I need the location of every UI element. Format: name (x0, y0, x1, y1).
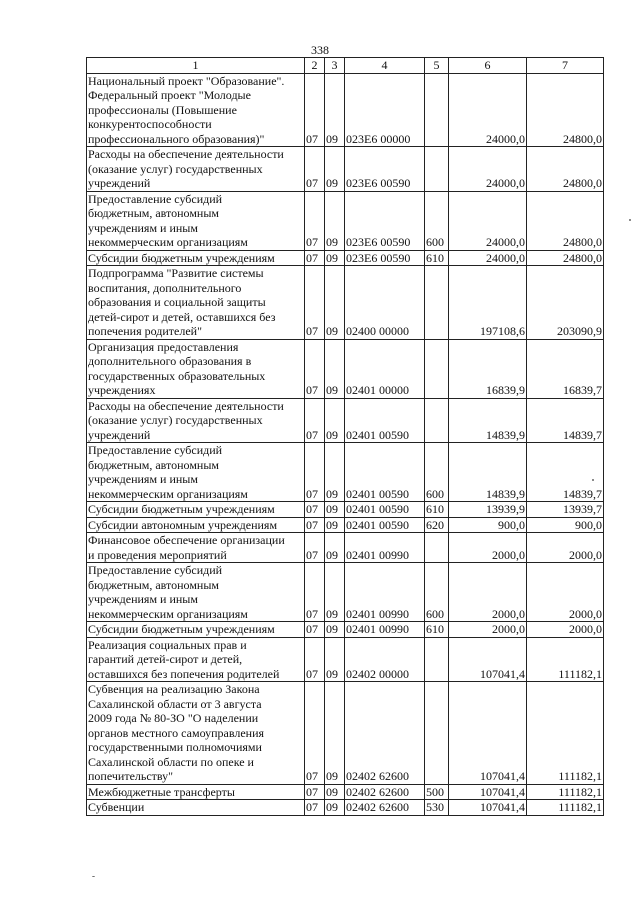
row-target-article: 02401 00590 (345, 502, 425, 518)
row-amount-year-1: 13939,9 (449, 502, 527, 518)
row-name: Субвенции (87, 800, 305, 816)
row-amount-year-2: 16839,7 (527, 339, 604, 398)
row-expense-type (425, 147, 449, 192)
header-row (87, 58, 604, 74)
row-name: Субсидии бюджетным учреждениям (87, 250, 305, 266)
row-name: Организация предоставления дополнительного образования в государственных образовательных учреждениях (87, 339, 305, 398)
row-name: Субсидии бюджетным учреждениям (87, 622, 305, 638)
row-expense-type (425, 682, 449, 785)
table-row (87, 622, 604, 638)
row-amount-year-1: 107041,4 (449, 784, 527, 800)
row-section: 07 (305, 502, 325, 518)
row-subsection: 09 (325, 339, 345, 398)
row-name: Межбюджетные трансферты (87, 784, 305, 800)
row-amount-year-1: 14839,9 (449, 398, 527, 443)
table-row (87, 443, 604, 502)
table-row (87, 266, 604, 340)
row-amount-year-1: 24000,0 (449, 73, 527, 147)
table-row (87, 339, 604, 398)
row-subsection: 09 (325, 563, 345, 622)
table-body (87, 73, 604, 815)
table-row (87, 250, 604, 266)
row-target-article: 02401 00990 (345, 622, 425, 638)
row-subsection: 09 (325, 622, 345, 638)
row-expense-type (425, 398, 449, 443)
row-target-article: 023E6 00590 (345, 250, 425, 266)
row-section: 07 (305, 266, 325, 340)
row-target-article: 02401 00000 (345, 339, 425, 398)
row-subsection: 09 (325, 502, 345, 518)
row-section: 07 (305, 622, 325, 638)
row-section: 07 (305, 517, 325, 533)
table-row (87, 637, 604, 682)
scan-speck (592, 479, 594, 481)
row-amount-year-2: 900,0 (527, 517, 604, 533)
row-amount-year-1: 24000,0 (449, 191, 527, 250)
row-expense-type (425, 339, 449, 398)
header-col-3: 3 (325, 58, 345, 74)
row-expense-type (425, 266, 449, 340)
row-section: 07 (305, 398, 325, 443)
row-section: 07 (305, 637, 325, 682)
row-amount-year-2: 24800,0 (527, 147, 604, 192)
row-target-article: 02402 00000 (345, 637, 425, 682)
row-subsection: 09 (325, 73, 345, 147)
row-amount-year-2: 111182,1 (527, 637, 604, 682)
row-expense-type: 600 (425, 191, 449, 250)
row-amount-year-1: 107041,4 (449, 800, 527, 816)
row-section: 07 (305, 784, 325, 800)
row-section: 07 (305, 339, 325, 398)
row-amount-year-1: 14839,9 (449, 443, 527, 502)
row-section: 07 (305, 682, 325, 785)
row-amount-year-1: 16839,9 (449, 339, 527, 398)
row-name: Субвенция на реализацию Закона Сахалинской области от 3 августа 2009 года № 80-ЗО "О наделении органов местного самоуправления государственными полномочиями Сахалинской области по опеке и попечительству" (87, 682, 305, 785)
row-amount-year-1: 107041,4 (449, 637, 527, 682)
row-subsection: 09 (325, 682, 345, 785)
row-expense-type: 610 (425, 502, 449, 518)
row-subsection: 09 (325, 637, 345, 682)
row-subsection: 09 (325, 191, 345, 250)
row-section: 07 (305, 563, 325, 622)
row-subsection: 09 (325, 784, 345, 800)
page-number: 338 (311, 43, 329, 57)
row-expense-type: 600 (425, 443, 449, 502)
row-expense-type (425, 637, 449, 682)
row-amount-year-1: 2000,0 (449, 622, 527, 638)
row-section: 07 (305, 533, 325, 563)
row-section: 07 (305, 73, 325, 147)
row-subsection: 09 (325, 147, 345, 192)
row-subsection: 09 (325, 533, 345, 563)
row-amount-year-2: 13939,7 (527, 502, 604, 518)
row-target-article: 023E6 00000 (345, 73, 425, 147)
row-amount-year-2: 2000,0 (527, 622, 604, 638)
row-amount-year-2: 111182,1 (527, 784, 604, 800)
row-amount-year-1: 24000,0 (449, 147, 527, 192)
table-row (87, 682, 604, 785)
row-subsection: 09 (325, 800, 345, 816)
row-amount-year-2: 14839,7 (527, 443, 604, 502)
row-amount-year-2: 24800,0 (527, 191, 604, 250)
row-subsection: 09 (325, 443, 345, 502)
row-subsection: 09 (325, 517, 345, 533)
row-section: 07 (305, 147, 325, 192)
row-name: Финансовое обеспечение организации и проведения мероприятий (87, 533, 305, 563)
row-amount-year-2: 2000,0 (527, 563, 604, 622)
row-target-article: 023E6 00590 (345, 191, 425, 250)
row-name: Предоставление субсидий бюджетным, автономным учреждениям и иным некоммерческим организациям (87, 563, 305, 622)
row-name: Субсидии автономным учреждениям (87, 517, 305, 533)
row-section: 07 (305, 800, 325, 816)
row-section: 07 (305, 250, 325, 266)
row-amount-year-2: 111182,1 (527, 682, 604, 785)
header-col-2: 2 (305, 58, 325, 74)
row-target-article: 02401 00990 (345, 533, 425, 563)
row-expense-type: 620 (425, 517, 449, 533)
row-amount-year-1: 900,0 (449, 517, 527, 533)
row-expense-type (425, 73, 449, 147)
row-section: 07 (305, 191, 325, 250)
row-amount-year-1: 24000,0 (449, 250, 527, 266)
table-row (87, 502, 604, 518)
row-amount-year-2: 2000,0 (527, 533, 604, 563)
budget-table (86, 57, 604, 816)
header-col-7: 7 (527, 58, 604, 74)
row-name: Расходы на обеспечение деятельности (оказание услуг) государственных учреждений (87, 147, 305, 192)
row-amount-year-2: 14839,7 (527, 398, 604, 443)
row-amount-year-1: 2000,0 (449, 563, 527, 622)
row-amount-year-2: 203090,9 (527, 266, 604, 340)
row-target-article: 02401 00590 (345, 517, 425, 533)
row-expense-type: 610 (425, 622, 449, 638)
row-target-article: 02402 62600 (345, 800, 425, 816)
table-row (87, 191, 604, 250)
scan-speck (92, 876, 95, 877)
row-target-article: 02401 00990 (345, 563, 425, 622)
row-name: Национальный проект "Образование". Федеральный проект "Молодые профессионалы (Повышение конкурентоспособности профессионального образования)" (87, 73, 305, 147)
row-subsection: 09 (325, 266, 345, 340)
row-name: Предоставление субсидий бюджетным, автономным учреждениям и иным некоммерческим организациям (87, 443, 305, 502)
row-amount-year-2: 111182,1 (527, 800, 604, 816)
table-row (87, 398, 604, 443)
row-name: Реализация социальных прав и гарантий детей-сирот и детей, оставшихся без попечения родителей (87, 637, 305, 682)
table-row (87, 147, 604, 192)
row-expense-type: 500 (425, 784, 449, 800)
table-row (87, 563, 604, 622)
row-target-article: 02401 00590 (345, 398, 425, 443)
row-subsection: 09 (325, 398, 345, 443)
row-target-article: 02402 62600 (345, 682, 425, 785)
header-col-6: 6 (449, 58, 527, 74)
row-name: Субсидии бюджетным учреждениям (87, 502, 305, 518)
row-section: 07 (305, 443, 325, 502)
row-target-article: 02401 00590 (345, 443, 425, 502)
table-row (87, 533, 604, 563)
row-expense-type: 610 (425, 250, 449, 266)
row-target-article: 02402 62600 (345, 784, 425, 800)
row-name: Предоставление субсидий бюджетным, автономным учреждениям и иным некоммерческим организациям (87, 191, 305, 250)
row-name: Расходы на обеспечение деятельности (оказание услуг) государственных учреждений (87, 398, 305, 443)
table-row (87, 517, 604, 533)
row-amount-year-1: 197108,6 (449, 266, 527, 340)
row-subsection: 09 (325, 250, 345, 266)
header-col-5: 5 (425, 58, 449, 74)
row-expense-type: 530 (425, 800, 449, 816)
table-row (87, 73, 604, 147)
header-col-1: 1 (87, 58, 305, 74)
row-expense-type: 600 (425, 563, 449, 622)
row-amount-year-1: 107041,4 (449, 682, 527, 785)
header-col-4: 4 (345, 58, 425, 74)
row-target-article: 023E6 00590 (345, 147, 425, 192)
table-row (87, 800, 604, 816)
row-target-article: 02400 00000 (345, 266, 425, 340)
row-name: Подпрограмма "Развитие системы воспитания, дополнительного образования и социальной защиты детей-сирот и детей, оставшихся без попечения родителей" (87, 266, 305, 340)
row-amount-year-2: 24800,0 (527, 73, 604, 147)
row-expense-type (425, 533, 449, 563)
scan-speck (629, 219, 631, 221)
row-amount-year-1: 2000,0 (449, 533, 527, 563)
row-amount-year-2: 24800,0 (527, 250, 604, 266)
table-row (87, 784, 604, 800)
